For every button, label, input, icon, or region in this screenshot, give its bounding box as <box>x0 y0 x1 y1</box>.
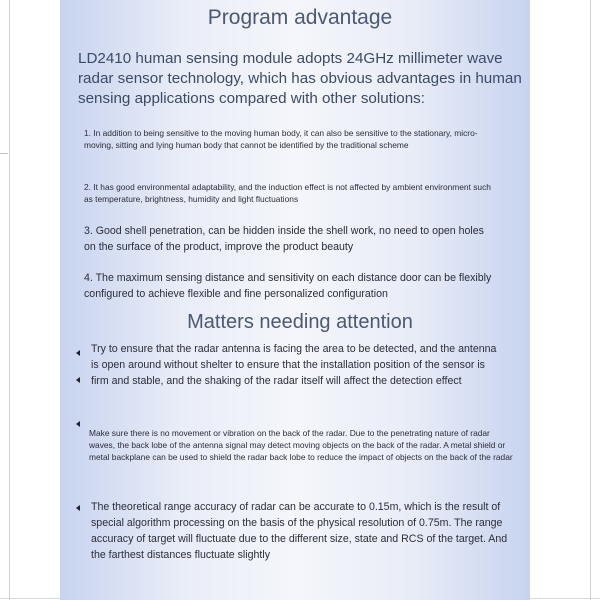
advantage-item-4: 4. The maximum sensing distance and sensitivity on each distance door can be flexibly configured to achieve flexible and fine personalized configuration <box>84 272 492 300</box>
bullet-icon <box>76 377 80 383</box>
attention-item-2: Make sure there is no movement or vibration on the back of the radar. Due to the penetrating nature of radar waves, the back lobe of the antenna signal may detect moving objects on the back of the radar. A metal shield or metal backplane can be used to shield the radar back lobe to reduce the impact of objects on the back of the radar <box>89 428 513 462</box>
right-border-line <box>590 0 591 600</box>
attention-item-1: Try to ensure that the radar antenna is facing the area to be detected, and the antenna is open around without shelter to ensure that the installation position of the sensor is firm and stable, and the shaking of the radar itself will affect the detection effect <box>91 343 497 387</box>
matters-needing-attention-heading: Matters needing attention <box>187 311 413 333</box>
bullet-icon <box>76 421 80 427</box>
intro-paragraph: LD2410 human sensing module adopts 24GHz millimeter wave radar sensor technology, which has obvious advantages in human sensing applications compared with other solutions: <box>78 50 522 107</box>
bullet-icon <box>76 505 80 511</box>
left-border-line <box>9 0 10 600</box>
edge-tick-mark <box>0 153 8 154</box>
bullet-icon <box>76 350 80 356</box>
advantage-item-3: 3. Good shell penetration, can be hidden inside the shell work, no need to open holes on the surface of the product, improve the product beauty <box>84 225 484 253</box>
program-advantage-heading: Program advantage <box>207 6 393 29</box>
attention-item-3: The theoretical range accuracy of radar can be accurate to 0.15m, which is the result of special algorithm processing on the basis of the physical resolution of 0.75m. The range accuracy of target will fluctuate due to the different size, state and RCS of the target. And the farthest distances fluctuate slightly <box>91 501 508 561</box>
advantage-item-1: 1. In addition to being sensitive to the moving human body, it can also be sensitive to the stationary, micro-moving, sitting and lying human body that cannot be identified by the traditional scheme <box>84 128 478 150</box>
advantage-item-2: 2. It has good environmental adaptability, and the induction effect is not affected by ambient environment such as temperature, brightness, humidity and light fluctuations <box>84 182 491 204</box>
